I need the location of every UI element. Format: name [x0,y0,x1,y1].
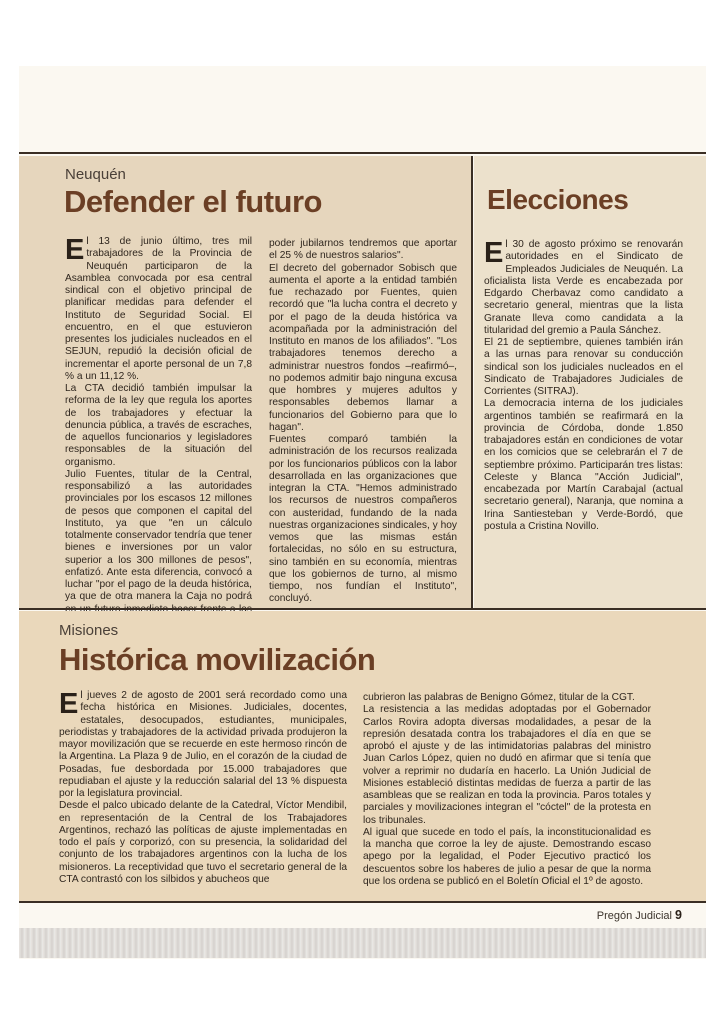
paragraph: Julio Fuentes, titular de la Central, responsabilizó a las autoridades provinciales por los escasos 12 millones de pesos que componen el capital del Instituto, ya que "en un cálculo totalmente conservador tendría que tener bienes e inversiones por un valor superior a los 300 millones de pesos", enfatizó. Ante esta diferencia, convocó a luchar "por el pago de la deuda histórica, ya que de otra manera la Caja no podrá [65,468,252,603]
article-misiones [19,611,706,901]
drop-cap: E [59,688,79,720]
paragraph: El 30 de agosto próximo se renovarán autoridades en el Sindicato de Empleados Judiciales de Neuquén. La oficialista lista Verde es encabezada por Edgardo Cherbavaz como candidato a secretario general, mientras que la lista Granate lleva como candidata a la titularidad del gremio a Paula Sánchez. [484,237,683,336]
paragraph: El 21 de septiembre, quienes también irán a las urnas para renovar su conducción sindical son los judiciales nucleados en el Sindicato de Trabajadores Judiciales de Corrientes (SITRAJ). [484,337,683,397]
page-footer [597,908,682,922]
page-number: 9 [675,908,682,922]
region-label: Misiones [59,622,119,639]
paragraph: La resistencia a las medidas adoptadas por el Gobernador Carlos Rovira adopta diversas modalidades, a pesar de la represión desatada contra los trabajadores el día en que se aprobó el ajuste y de las intimidatorias palabras del ministro Juan Carlos López, quien no dudó en afirmar que si tenía que volver a reprimir no dudaría en hacerlo. La Unión Judicial de Misiones estableció distintas medidas de fuerza a partir de las asambleas que se realizan en toda la provincia. Paros totales y parciales y movilizaciones integran el "cóctel" de la protesta en los tribunales. [363,704,651,826]
article-column-1 [65,236,252,628]
article-elecciones [474,156,706,608]
paragraph: El decreto del gobernador Sobisch que aumenta el aporte a la entidad también fue rechazado por Fuentes, quien recordó que "la lucha contra el decreto y por el pago de la deuda histórica va acompañada por la administración del Instituto en manos de los afiliados". "Los trabajadores tenemos derecho a administrar nuestros fondos –reafirmó–, no podemos admitir bajo ninguna excusa que hombres y mujeres adultos y responsables debemos llamar a funcionarios del Gobierno para que lo hagan". [269,262,457,433]
publication-name: Pregón Judicial [596,910,672,922]
scanned-page [19,66,706,959]
article-column-2 [269,238,457,606]
paragraph: El 13 de junio último, tres mil trabajadores de la Provincia de Neuquén participaron de la Asamblea convocada por esa central sindical con el objetivo principal de planificar medidas para defender el Instituto de Seguridad Social. El encuentro, en el que estuvieron presentes los judiciales nucleados en el SEJUN, repudió la decisión oficial de incrementar el aporte personal de un 7,8 % a un 11,12 %. [65,234,252,382]
paragraph: La democracia interna de los judiciales argentinos también se reafirmará en la provincia de Córdoba, donde 1.850 trabajadores están en condiciones de votar en los comicios que se celebrarán el 7 de septiembre próximo. Participarán tres listas: Celeste y Blanca "Acción Judicial", encabezada por Martín Carabajal (actual secretario general), Naranja, que nomina a Irina Santiesteban y Verde-Bordó, que postula a Cristina Novillo. [484,398,683,532]
paragraph: La CTA decidió también impulsar la reforma de la ley que regula los aportes de los trabajadores y efectuar la denuncia pública, a través de escraches, de aquellos funcionarios y legisladores responsables de la situación del organismo. [65,383,252,468]
paragraph: Al igual que sucede en todo el país, la inconstitucionalidad es la mancha que corroe la ley de ajuste. Demostrando escaso apego por la legalidad, el Poder Ejecutivo practicó los descuentos sobre los haberes de julio a pesar de que la norma que los ordena se publicó en el Boletín Oficial el 1º de agosto. [363,826,651,887]
section-divider [19,608,706,610]
column-divider [471,156,473,609]
paragraph: Desde el palco ubicado delante de la Catedral, Víctor Mendibil, en representación de la Central de los Trabajadores Argentinos, rechazó las políticas de ajuste implementadas en todo el país y corporizó, con su presencia, la solidaridad del conjunto de los trabajadores argentinos con la lucha de los misioneros. La receptividad que tuvo el secretario general de la CTA contrastó con los silbidos y abucheos que [59,800,347,885]
paragraph: poder jubilarnos tendremos que aportar el 25 % de nuestros salarios". [269,238,457,262]
headline: Elecciones [487,184,629,215]
headline: Histórica movilización [59,642,376,677]
region-label: Neuquén [65,166,126,183]
article-column-1 [59,690,347,886]
drop-cap: E [65,234,85,266]
scan-edge-strip [19,928,706,958]
paragraph: Fuentes comparó también la administración de los recursos realizada por los funcionarios públicos con la labor desarrollada en las organizaciones que integran la CTA. "Hemos administrado los recursos de nuestros compañeros con austeridad, fundando de la nada nuestras organizaciones sindicales, y hoy vemos que las mismas están fortalecidas, no sólo en su estructura, sino también en su economía, mientras que los gobiernos de turno, al mismo tiempo, nos fundían el Instituto", concluyó. [269,434,458,605]
headline: Defender el futuro [64,184,322,219]
article-neuquen [19,156,471,608]
article-column-2 [363,692,651,888]
article-column [484,239,683,533]
top-rule [19,152,706,154]
paragraph: El jueves 2 de agosto de 2001 será recordado como una fecha histórica en Misiones. Judiciales, docentes, estatales, desocupados, estudiantes, municipales, periodistas y trabajadores de la actividad privada produjeron la mayor movilización que se recuerde en este hermoso rincón de la Argentina. La Plaza 9 de Julio, en el corazón de la ciudad de Posadas, fue desbordada por 15.000 trabajadores que repudiaban el ajuste y la reducción salarial del 13 % dispuesta por la legislatura provincial. [59,688,347,799]
drop-cap: E [484,237,504,269]
bottom-rule [19,901,706,903]
paragraph: cubrieron las palabras de Benigno Gómez, titular de la CGT. [363,692,635,703]
